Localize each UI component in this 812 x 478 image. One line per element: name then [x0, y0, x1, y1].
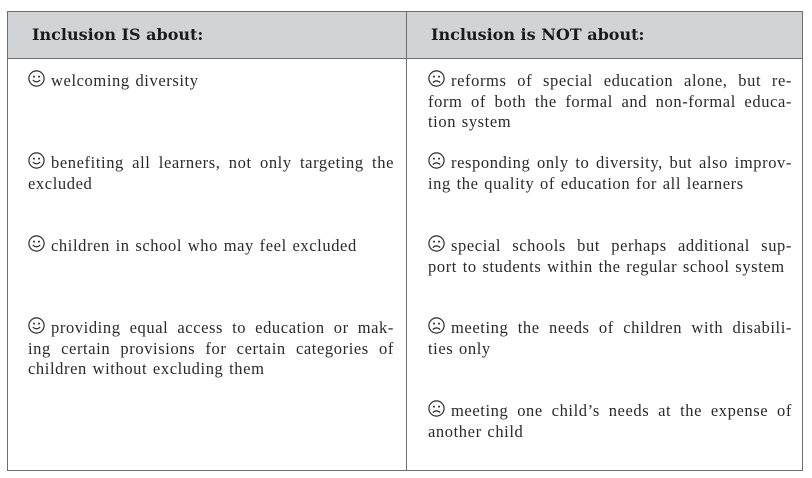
list-item [428, 235, 792, 277]
item-text: special schools but perhaps additional sup-port to students within the regular school system [428, 236, 792, 276]
smiley-icon [28, 152, 45, 169]
item-text: children in school who may feel excluded [51, 236, 357, 255]
list-item [28, 317, 394, 380]
smiley-icon [28, 235, 45, 252]
table-header [8, 12, 802, 59]
frown-icon [428, 235, 445, 252]
item-text: benefiting all learners, not only targeting the excluded [28, 153, 394, 193]
item-text: meeting the needs of children with disabili-ties only [428, 318, 792, 358]
list-item [28, 152, 394, 194]
item-text: reforms of special education alone, but re-form of both the formal and non-formal educa-tion system [428, 71, 792, 131]
frown-icon [428, 70, 445, 87]
frown-icon [428, 317, 445, 334]
frown-icon [428, 152, 445, 169]
comparison-table [7, 11, 803, 471]
item-text: welcoming diversity [51, 71, 199, 90]
frown-icon [428, 400, 445, 417]
list-item [428, 152, 792, 194]
header-inclusion-is-not: Inclusion is NOT about: [431, 25, 645, 44]
column-divider [406, 12, 407, 470]
item-text: providing equal access to education or mak-ing certain provisions for certain categories of children without excluding them [28, 318, 394, 378]
list-item [428, 400, 792, 442]
header-inclusion-is: Inclusion IS about: [32, 25, 204, 44]
list-item [28, 70, 394, 92]
smiley-icon [28, 70, 45, 87]
item-text: meeting one child’s needs at the expense of another child [428, 401, 792, 441]
list-item [28, 235, 394, 257]
list-item [428, 70, 792, 133]
smiley-icon [28, 317, 45, 334]
list-item [428, 317, 792, 359]
item-text: responding only to diversity, but also improv-ing the quality of education for all learners [428, 153, 792, 193]
